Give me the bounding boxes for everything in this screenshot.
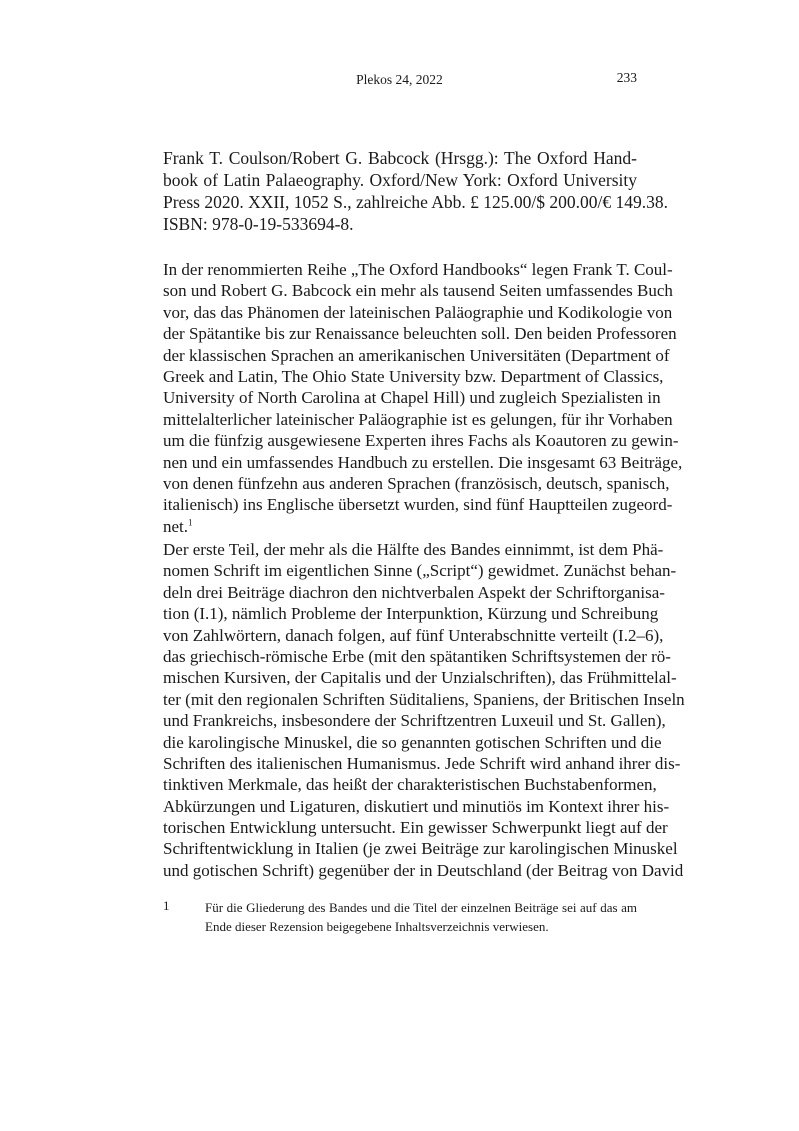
paragraph-line: Abkürzungen und Ligaturen, diskutiert und minutiös im Kontext ihrer his- bbox=[163, 796, 670, 816]
running-head: Plekos 24, 2022 bbox=[356, 72, 443, 87]
paragraph-line: und gotischen Schrift) gegenüber der in Deutschland (der Beitrag von David bbox=[163, 860, 684, 880]
paragraph-line: Schriftentwicklung in Italien (je zwei Beiträge zur karolingischen Minuskel bbox=[163, 839, 678, 859]
footnote-reference[interactable]: 1 bbox=[188, 517, 193, 528]
paragraph-line: die karolingische Minuskel, die so genannten gotischen Schriften und die bbox=[163, 732, 662, 752]
paragraph-line: nen und ein umfassendes Handbuch zu erstellen. Die insgesamt 63 Beiträge, bbox=[163, 452, 683, 472]
paragraph-line: der klassischen Sprachen an amerikanischen Universitäten (Department of bbox=[163, 345, 670, 365]
paragraph-1 bbox=[163, 259, 683, 537]
paragraph-line-wrapper bbox=[163, 516, 637, 537]
paragraph-line: von denen fünfzehn aus anderen Sprachen (französisch, deutsch, spanisch, bbox=[163, 473, 670, 493]
footnote-line: Ende dieser Rezension beigegebene Inhaltsverzeichnis verwiesen. bbox=[205, 919, 549, 934]
paragraph-line: vor, das das Phänomen der lateinischen Paläographie und Kodikologie von bbox=[163, 302, 673, 322]
citation-line: Frank T. Coulson/Robert G. Babcock (Hrsgg.): The Oxford Hand- bbox=[163, 148, 637, 168]
paragraph-line: net. bbox=[163, 516, 189, 536]
paragraph-line: der Spätantike bis zur Renaissance beleuchten soll. Den beiden Professoren bbox=[163, 324, 677, 344]
paragraph-line: und Frankreichs, insbesondere der Schriftzentren Luxeuil und St. Gallen), bbox=[163, 711, 666, 731]
footnote-line: Für die Gliederung des Bandes und die Titel der einzelnen Beiträge sei auf das am bbox=[205, 900, 637, 915]
paragraph-2 bbox=[163, 539, 685, 881]
paragraph-line: In der renommierten Reihe „The Oxford Handbooks“ legen Frank T. Coul- bbox=[163, 260, 673, 279]
paragraph-line: ter (mit den regionalen Schriften Süditaliens, Spaniens, der Britischen Inseln bbox=[163, 689, 685, 709]
paragraph-line: nomen Schrift im eigentlichen Sinne („Script“) gewidmet. Zunächst behan- bbox=[163, 561, 677, 581]
paragraph-line: tinktiven Merkmale, das heißt der charakteristischen Buchstabenformen, bbox=[163, 775, 657, 795]
paragraph-line: um die fünfzig ausgewiesene Experten ihres Fachs als Koautoren zu gewin- bbox=[163, 431, 679, 451]
paragraph-line: Schriften des italienischen Humanismus. Jede Schrift wird anhand ihrer dis- bbox=[163, 753, 681, 773]
paragraph-line: das griechisch-römische Erbe (mit den spätantiken Schriftsystemen der rö- bbox=[163, 646, 671, 666]
citation-line: Press 2020. XXII, 1052 S., zahlreiche Abb. £ 125.00/$ 200.00/€ 149.38. bbox=[163, 192, 669, 212]
paragraph-line: Der erste Teil, der mehr als die Hälfte des Bandes einnimmt, ist dem Phä- bbox=[163, 540, 664, 559]
footnote-number: 1 bbox=[163, 898, 170, 913]
paragraph-line: deln drei Beiträge diachron den nichtverbalen Aspekt der Schriftorganisa- bbox=[163, 582, 665, 602]
page-number: 233 bbox=[616, 70, 637, 85]
book-citation bbox=[163, 147, 669, 235]
paragraph-line: Greek and Latin, The Ohio State University bzw. Department of Classics, bbox=[163, 366, 664, 386]
paragraph-line: italienisch) ins Englische übersetzt wurden, sind fünf Hauptteilen zugeord- bbox=[163, 495, 673, 515]
paragraph-line: torischen Entwicklung untersucht. Ein gewisser Schwerpunkt liegt auf der bbox=[163, 818, 668, 838]
paragraph-line: mittelalterlicher lateinischer Paläographie ist es gelungen, für ihr Vorhaben bbox=[163, 409, 673, 429]
paragraph-line: tion (I.1), nämlich Probleme der Interpunktion, Kürzung und Schreibung bbox=[163, 604, 659, 624]
citation-line: ISBN: 978-0-19-533694-8. bbox=[163, 214, 354, 234]
citation-line: book of Latin Palaeography. Oxford/New York: Oxford University bbox=[163, 170, 637, 190]
paragraph-line: son und Robert G. Babcock ein mehr als tausend Seiten umfassendes Buch bbox=[163, 281, 673, 301]
paragraph-line: University of North Carolina at Chapel Hill) und zugleich Spezialisten in bbox=[163, 388, 661, 408]
paragraph-line: von Zahlwörtern, danach folgen, auf fünf Unterabschnitte verteilt (I.2–6), bbox=[163, 625, 664, 645]
paragraph-line: mischen Kursiven, der Capitalis und der Unzialschriften), das Frühmittelal- bbox=[163, 668, 677, 688]
